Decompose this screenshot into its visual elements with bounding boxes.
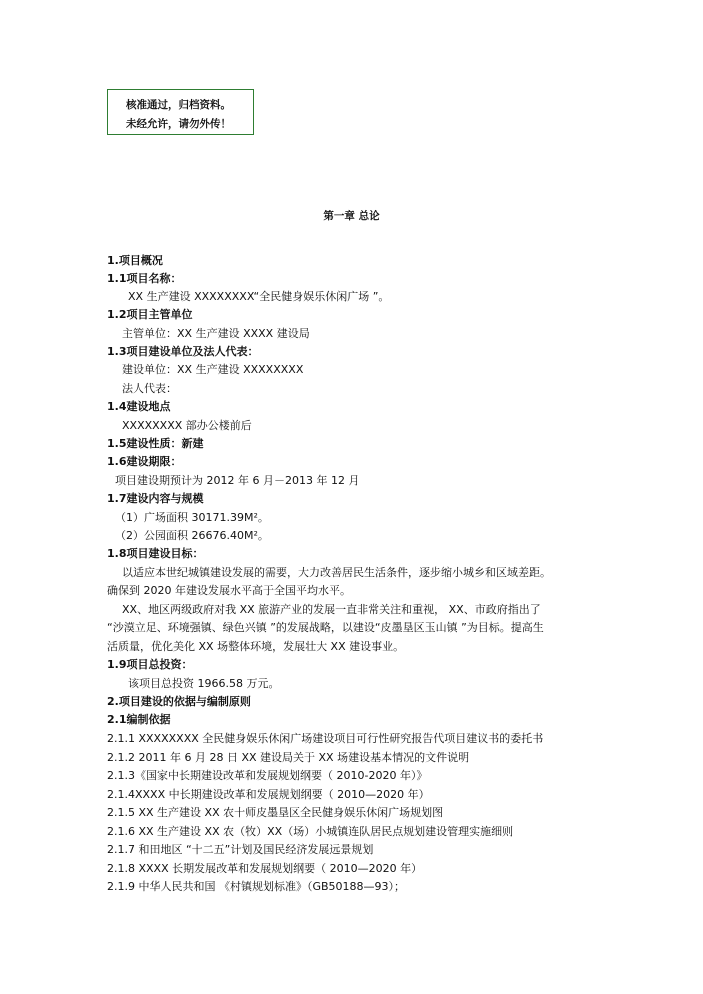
body-line: （1）广场面积 30171.39M²。 <box>115 511 269 524</box>
body-line: 该项目总投资 1966.58 万元。 <box>128 677 280 690</box>
reference-item: 2.1.1 XXXXXXXX 全民健身娱乐休闲广场建设项目可行性研究报告代项目建议书的委托书 <box>107 732 544 745</box>
body-line: XX 生产建设 XXXXXXXX“全民健身娱乐休闲广场 ”。 <box>128 290 390 303</box>
body-line: 法人代表： <box>122 382 177 395</box>
stamp-line-1: 核准通过，归档资料。 <box>126 99 231 111</box>
subsection-heading: 1.7建设内容与规模 <box>107 492 204 505</box>
reference-item: 2.1.6 XX 生产建设 XX 农（牧）XX（场）小城镇连队居民点规划建设管理实施细则 <box>107 825 514 838</box>
body-line: 建设单位：XX 生产建设 XXXXXXXX <box>122 363 304 376</box>
chapter-title: 第一章 总论 <box>323 210 380 222</box>
subsection-heading: 1.6建设期限： <box>107 455 182 468</box>
subsection-heading: 2.1编制依据 <box>107 713 171 726</box>
subsection-heading: 1.9项目总投资： <box>107 658 193 671</box>
body-line: 主管单位：XX 生产建设 XXXX 建设局 <box>122 327 310 340</box>
body-line: XX、地区两级政府对我 XX 旅游产业的发展一直非常关注和重视， XX、市政府指出了 <box>122 603 541 616</box>
section-heading: 1.项目概况 <box>107 254 163 267</box>
stamp-line-2: 未经允许，请勿外传！ <box>126 118 231 130</box>
reference-item: 2.1.8 XXXX 长期发展改革和发展规划纲要（ 2010—2020 年） <box>107 862 423 875</box>
body-line: 确保到 2020 年建设发展水平高于全国平均水平。 <box>107 584 351 597</box>
subsection-heading: 1.3项目建设单位及法人代表： <box>107 345 259 358</box>
body-line: 以适应本世纪城镇建设发展的需要，大力改善居民生活条件，逐步缩小城乡和区域差距。 <box>122 566 551 579</box>
reference-item: 2.1.4XXXX 中长期建设改革和发展规划纲要（ 2010—2020 年） <box>107 788 430 801</box>
subsection-heading: 1.8项目建设目标： <box>107 547 204 560</box>
subsection-heading: 1.5建设性质：新建 <box>107 437 204 450</box>
archive-stamp <box>107 89 254 135</box>
subsection-heading: 1.4建设地点 <box>107 400 171 413</box>
reference-item: 2.1.9 中华人民共和国 《村镇规划标准》（GB50188—93）； <box>107 880 406 893</box>
body-line: （2）公园面积 26676.40M²。 <box>115 529 269 542</box>
reference-item: 2.1.2 2011 年 6 月 28 日 XX 建设局关于 XX 场建设基本情况的文件说明 <box>107 751 470 764</box>
reference-item: 2.1.7 和田地区 “十二五”计划及国民经济发展远景规划 <box>107 843 374 856</box>
section-heading: 2.项目建设的依据与编制原则 <box>107 695 251 708</box>
body-line: 活质量，优化美化 XX 场整体环境，发展壮大 XX 建设事业。 <box>107 640 405 653</box>
reference-item: 2.1.3《国家中长期建设改革和发展规划纲要（ 2010-2020 年）》 <box>107 769 428 782</box>
reference-item: 2.1.5 XX 生产建设 XX 农十师皮墨垦区全民健身娱乐休闲广场规划图 <box>107 806 444 819</box>
subsection-heading: 1.1项目名称： <box>107 272 182 285</box>
body-line: “沙漠立足、环境强镇、绿色兴镇 ”的发展战略，以建设“皮墨垦区玉山镇 ”为目标。提高生 <box>107 621 544 634</box>
subsection-heading: 1.2项目主管单位 <box>107 308 193 321</box>
body-line: 项目建设期预计为 2012 年 6 月－2013 年 12 月 <box>115 474 360 487</box>
body-line: XXXXXXXX 部办公楼前后 <box>122 419 252 432</box>
